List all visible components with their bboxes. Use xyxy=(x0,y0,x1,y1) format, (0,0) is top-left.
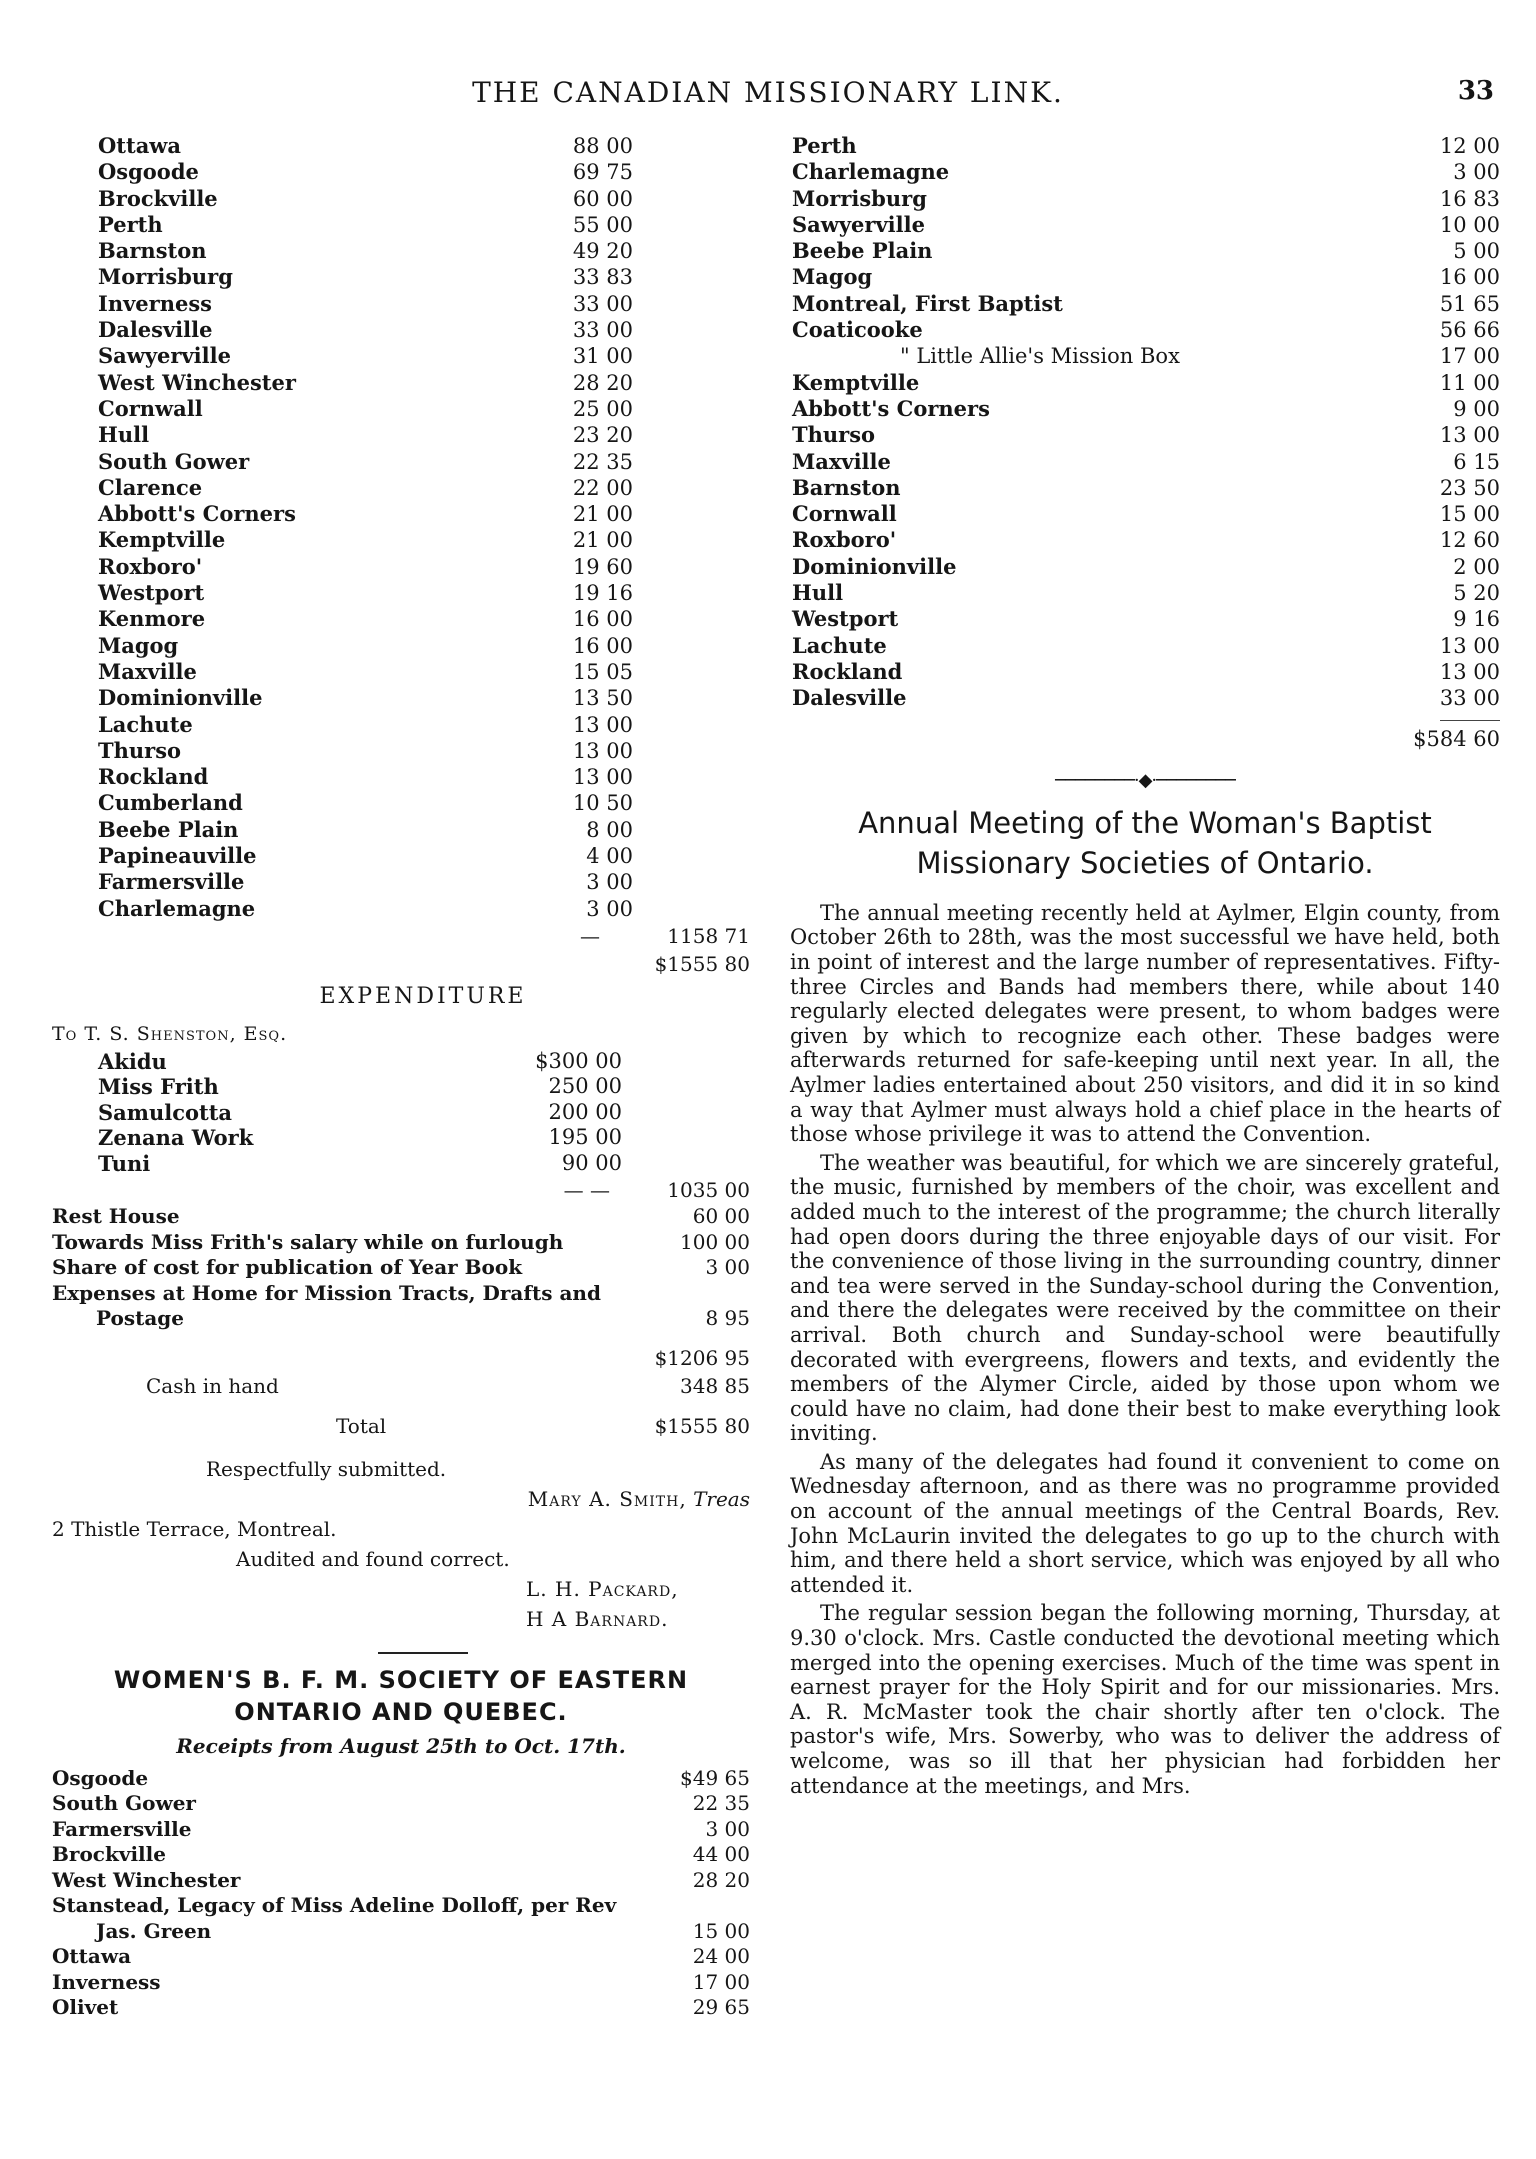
right-receipt-name: Perth xyxy=(792,133,857,158)
right-receipt-amount: 13 00 xyxy=(1439,633,1500,658)
section-receipt-name: Stanstead, Legacy of Miss Adeline Dolloff, per Rev xyxy=(52,1893,617,1918)
other-expense-amount: 8 95 xyxy=(705,1306,750,1331)
article-paragraph: As many of the delegates had found it convenient to come on Wednesday afternoon, and as there was no programme provided on account of the annual meetings of the Central Boards, Rev. John McLaurin invited the delegates to go up to the church with him, and there held a short service, which was enjoyed by all who attended it. xyxy=(790,1449,1500,1597)
receipt-name: South Gower xyxy=(98,448,250,474)
other-expense-row xyxy=(52,1306,750,1332)
article-paragraph: The regular session began the following morning, Thursday, at 9.30 o'clock. Mrs. Castle conducted the devotional meeting which merged into the opening exercises. Much of the time was spent in earnest prayer for the Holy Spirit and for our missionaries. Mrs. A. R. McMaster took the chair shortly after ten o'clock. The pastor's wife, Mrs. Sowerby, who was to deliver the address of welcome, was so ill that her physician had forbidden her attendance at the meetings, and Mrs. xyxy=(790,1601,1500,1798)
expenditure-amount: 90 00 xyxy=(561,1150,622,1175)
receipt-name: Maxville xyxy=(98,658,197,684)
section-receipt-amount: 17 00 xyxy=(692,1969,750,1994)
receipt-name: Lachute xyxy=(98,711,193,737)
section-receipt-amount: 29 65 xyxy=(692,1995,750,2020)
section-receipt-row xyxy=(52,1970,750,1996)
receipt-name: Cornwall xyxy=(98,395,203,421)
receipt-amount: 13 00 xyxy=(572,738,633,763)
section-receipt-row xyxy=(52,1766,750,1792)
expenditure-name: Tuni xyxy=(98,1150,151,1176)
treasurer-title: Treas xyxy=(693,1486,750,1511)
receipt-amount: 3 00 xyxy=(586,870,633,895)
other-expense-row xyxy=(52,1255,750,1281)
right-receipt-name: Coaticooke xyxy=(792,317,923,343)
receipt-row xyxy=(96,422,750,448)
right-receipt-row xyxy=(790,264,1500,290)
receipt-row xyxy=(96,133,750,159)
right-receipt-row xyxy=(790,186,1500,212)
receipt-name: Roxboro' xyxy=(98,553,203,579)
receipt-name: West Winchester xyxy=(98,369,296,395)
other-expenses-list xyxy=(52,1204,750,1332)
receipt-row xyxy=(96,343,750,369)
receipt-row xyxy=(96,738,750,764)
right-receipt-name: Charlemagne xyxy=(792,159,950,185)
right-receipt-amount: 2 00 xyxy=(1453,554,1500,579)
section-receipt-name: Inverness xyxy=(52,1969,161,1994)
right-receipt-amount: 13 00 xyxy=(1439,423,1500,448)
expenditure-amount: 200 00 xyxy=(548,1099,622,1124)
section-receipt-amount: 28 20 xyxy=(692,1867,750,1892)
receipt-row xyxy=(96,712,750,738)
cash-amount: 348 85 xyxy=(680,1373,750,1398)
receipt-name: Beebe Plain xyxy=(98,816,239,842)
right-receipt-amount: 16 00 xyxy=(1439,265,1500,290)
receipt-row xyxy=(96,843,750,869)
right-receipt-amount: 3 00 xyxy=(1453,160,1500,185)
right-receipt-amount: 9 00 xyxy=(1453,396,1500,421)
receipt-name: Brockville xyxy=(98,185,218,211)
section-receipt-amount: 15 00 xyxy=(692,1918,750,1943)
receipt-name: Hull xyxy=(98,422,150,448)
receipt-amount: 19 16 xyxy=(572,581,633,606)
section-title-line-1: WOMEN'S B. F. M. SOCIETY OF EASTERN xyxy=(113,1665,689,1694)
expenditure-list xyxy=(96,1049,750,1177)
receipt-name: Morrisburg xyxy=(98,264,233,290)
receipt-row xyxy=(96,159,750,185)
grand-total: $1555 80 xyxy=(654,1413,750,1438)
expenditure-amount: 195 00 xyxy=(548,1125,622,1150)
section-receipt-name: South Gower xyxy=(52,1791,196,1816)
right-receipt-row xyxy=(790,685,1500,711)
receipt-row xyxy=(96,817,750,843)
receipt-amount: 16 00 xyxy=(572,607,633,632)
right-receipts-list xyxy=(790,133,1500,712)
section-subtitle: Receipts from August 25th to Oct. 17th. xyxy=(176,1733,626,1758)
expenditure-row xyxy=(96,1151,750,1177)
receipt-amount: 4 00 xyxy=(586,844,633,869)
right-total-row xyxy=(790,726,1500,752)
auditor-1: L. H. Packard, xyxy=(526,1576,679,1601)
section-receipt-row xyxy=(52,1893,750,1919)
section-receipt-amount: 3 00 xyxy=(705,1816,750,1841)
receipt-name: Barnston xyxy=(98,238,207,264)
right-receipt-name: Cornwall xyxy=(792,501,897,527)
section-receipt-row xyxy=(52,1842,750,1868)
cash-row xyxy=(96,1372,750,1400)
receipt-name: Sawyerville xyxy=(98,343,231,369)
payee-line: To T. S. Shenston, Esq. xyxy=(52,1022,288,1045)
receipt-amount: 33 83 xyxy=(572,265,633,290)
section-receipt-name: Jas. Green xyxy=(96,1918,212,1943)
receipt-name: Farmersville xyxy=(98,869,245,895)
section-receipt-row xyxy=(52,1791,750,1817)
receipt-name: Magog xyxy=(98,632,179,658)
right-receipt-name: Montreal, First Baptist xyxy=(792,290,1063,316)
right-receipt-name: Thurso xyxy=(792,422,876,448)
receipt-name: Dalesville xyxy=(98,317,213,343)
receipt-amount: 10 50 xyxy=(572,791,633,816)
treasurer-name: Mary A. Smith, xyxy=(527,1486,687,1511)
receipt-amount: 21 00 xyxy=(572,528,633,553)
right-receipt-row xyxy=(790,659,1500,685)
section-receipt-amount: $49 65 xyxy=(680,1765,750,1790)
receipt-amount: 13 00 xyxy=(572,712,633,737)
right-receipt-row xyxy=(790,475,1500,501)
right-column xyxy=(790,133,1500,1798)
right-receipt-name: Beebe Plain xyxy=(792,238,933,264)
receipts-subtotal: 1158 71 xyxy=(667,923,750,948)
receipt-row xyxy=(96,633,750,659)
other-expense-name: Towards Miss Frith's salary while on furlough xyxy=(52,1229,564,1254)
section-receipt-row xyxy=(52,1944,750,1970)
right-receipt-row xyxy=(790,370,1500,396)
right-receipt-amount: 5 00 xyxy=(1453,239,1500,264)
section-receipt-row xyxy=(52,1919,750,1945)
right-receipt-name: " Little Allie's Mission Box xyxy=(900,344,1180,369)
article-paragraph: The weather was beautiful, for which we are sincerely grateful, the music, furnished by members of the choir, was excellent and added much to the interest of the programme; the church literally had open doors during the three enjoyable days of our visit. For the convenience of those living in the surrounding country, dinner and tea were served in the Sunday-school during the Convention, and there the delegates were received by the committee on their arrival. Both church and Sunday-school were beautifully decorated with evergreens, flowers and texts, and evidently the members of the Alymer Circle, aided by those upon whom we could have no claim, had done their best to make everything look inviting. xyxy=(790,1150,1500,1446)
receipt-amount: 31 00 xyxy=(572,344,633,369)
receipt-row xyxy=(96,685,750,711)
receipt-name: Abbott's Corners xyxy=(98,501,296,527)
right-receipt-name: Dominionville xyxy=(792,553,957,579)
receipt-name: Inverness xyxy=(98,290,212,316)
expenditure-subtotal: 1035 00 xyxy=(667,1178,750,1203)
left-column xyxy=(52,133,750,2021)
right-receipt-row xyxy=(790,291,1500,317)
expenditure-row xyxy=(96,1125,750,1151)
section-receipt-name: West Winchester xyxy=(52,1867,241,1892)
receipt-row xyxy=(96,501,750,527)
receipt-name: Ottawa xyxy=(98,133,181,158)
right-receipt-amount: 51 65 xyxy=(1439,291,1500,316)
receipt-row xyxy=(96,370,750,396)
receipts-total: $1555 80 xyxy=(654,951,750,976)
receipt-row xyxy=(96,659,750,685)
receipt-amount: 22 00 xyxy=(572,475,633,500)
expenditure-heading: EXPENDITURE xyxy=(319,983,527,1009)
right-receipt-amount: 11 00 xyxy=(1439,370,1500,395)
receipts-list xyxy=(96,133,750,922)
right-receipt-name: Barnston xyxy=(792,474,901,500)
receipt-row xyxy=(96,264,750,290)
receipt-amount: 3 00 xyxy=(586,896,633,921)
other-expense-amount: 60 00 xyxy=(692,1204,750,1229)
receipt-row xyxy=(96,475,750,501)
section-receipt-name: Farmersville xyxy=(52,1816,192,1841)
section-receipt-row xyxy=(52,1995,750,2021)
receipt-name: Osgoode xyxy=(98,159,199,185)
other-expense-row xyxy=(52,1281,750,1307)
expenditure-subtotal-row: — — 1035 00 xyxy=(563,1178,750,1203)
right-receipt-amount: 5 20 xyxy=(1453,581,1500,606)
page-header xyxy=(0,76,1536,116)
receipt-name: Kemptville xyxy=(98,527,226,553)
right-receipt-amount: 10 00 xyxy=(1439,212,1500,237)
receipt-amount: 23 20 xyxy=(572,423,633,448)
section-title-line-2: ONTARIO AND QUEBEC. xyxy=(234,1697,568,1726)
receipt-amount: 28 20 xyxy=(572,370,633,395)
right-receipts-total: $584 60 xyxy=(1413,726,1500,751)
right-receipt-name: Hull xyxy=(792,580,844,606)
expenditure-amount: $300 00 xyxy=(535,1048,622,1073)
receipt-amount: 13 00 xyxy=(572,765,633,790)
right-receipt-row xyxy=(790,396,1500,422)
right-receipt-amount: 6 15 xyxy=(1453,449,1500,474)
expenditure-name: Miss Frith xyxy=(98,1074,219,1100)
right-receipt-amount: 33 00 xyxy=(1439,686,1500,711)
receipt-name: Cumberland xyxy=(98,790,243,816)
article-paragraph: The annual meeting recently held at Aylmer, Elgin county, from October 26th to 28th, was the most successful we have held, both in point of interest and the large number of representatives. Fifty-three Circles and Bands had members there, while about 140 regularly elected delegates were present, to whom badges were given by which to recognize each other. These badges were afterwards returned for safe-keeping until next year. In all, the Aylmer ladies entertained about 250 visitors, and did it in so kind a way that Aylmer must always hold a chief place in the hearts of those whose privilege it was to attend the Convention. xyxy=(790,900,1500,1147)
right-receipt-amount: 56 66 xyxy=(1439,318,1500,343)
receipt-amount: 60 00 xyxy=(572,186,633,211)
right-receipt-name: Roxboro' xyxy=(792,527,897,553)
receipt-name: Kenmore xyxy=(98,606,206,632)
submitted-line: Respectfully submitted. xyxy=(206,1456,447,1481)
section-receipt-name: Ottawa xyxy=(52,1944,132,1969)
receipt-amount: 33 00 xyxy=(572,318,633,343)
receipt-row xyxy=(96,449,750,475)
expenditure-row xyxy=(96,1049,750,1075)
receipt-amount: 55 00 xyxy=(572,212,633,237)
audited-line: Audited and found correct. xyxy=(236,1546,510,1571)
receipt-amount: 21 00 xyxy=(572,502,633,527)
section-receipt-amount: 22 35 xyxy=(692,1791,750,1816)
section-receipt-amount: 24 00 xyxy=(692,1944,750,1969)
receipt-row xyxy=(96,554,750,580)
other-expense-name: Expenses at Home for Mission Tracts, Drafts and xyxy=(52,1280,601,1305)
receipts-total-row xyxy=(96,950,750,978)
receipt-name: Westport xyxy=(98,580,205,606)
receipt-name: Charlemagne xyxy=(98,895,256,921)
receipt-row xyxy=(96,764,750,790)
section-receipt-name: Osgoode xyxy=(52,1765,149,1790)
receipt-amount: 88 00 xyxy=(572,134,633,158)
expenditure-name: Samulcotta xyxy=(98,1099,233,1125)
section-receipt-row xyxy=(52,1868,750,1894)
right-receipt-row xyxy=(790,554,1500,580)
right-receipt-row xyxy=(790,422,1500,448)
section-receipt-name: Brockville xyxy=(52,1842,166,1867)
right-receipt-name: Sawyerville xyxy=(792,211,925,237)
expenditure-name: Zenana Work xyxy=(98,1125,254,1151)
spent-total: $1206 95 xyxy=(654,1345,750,1370)
right-receipt-row xyxy=(790,238,1500,264)
cash-label: Cash in hand xyxy=(146,1373,279,1398)
right-receipt-row xyxy=(790,527,1500,553)
receipt-row xyxy=(96,317,750,343)
right-receipt-name: Abbott's Corners xyxy=(792,395,990,421)
receipt-row xyxy=(96,790,750,816)
receipt-name: Clarence xyxy=(98,474,203,500)
receipt-name: Thurso xyxy=(98,737,182,763)
receipt-amount: 19 60 xyxy=(572,554,633,579)
receipt-amount: 15 05 xyxy=(572,659,633,684)
receipt-row xyxy=(96,291,750,317)
article-title-line-2: Missionary Societies of Ontario. xyxy=(916,845,1374,880)
receipt-amount: 69 75 xyxy=(572,160,633,185)
right-receipt-name: Dalesville xyxy=(792,685,907,711)
other-expense-amount: 100 00 xyxy=(680,1229,750,1254)
right-receipt-row xyxy=(790,633,1500,659)
journal-title: THE CANADIAN MISSIONARY LINK. xyxy=(472,76,1064,109)
receipts-subtotal-row: — 1158 71 xyxy=(580,923,750,948)
article-title xyxy=(790,803,1500,883)
receipt-row xyxy=(96,527,750,553)
right-receipt-amount: 13 00 xyxy=(1439,659,1500,684)
auditor-2: H A Barnard. xyxy=(526,1606,669,1631)
ornament-divider: ────────·◆·──────── xyxy=(1055,769,1235,791)
expenditure-amount: 250 00 xyxy=(548,1074,622,1099)
expenditure-row xyxy=(96,1100,750,1126)
right-receipt-row xyxy=(790,501,1500,527)
receipt-row xyxy=(96,186,750,212)
treasurer-signature xyxy=(96,1484,750,1514)
spent-total-row xyxy=(96,1344,750,1372)
right-receipt-row xyxy=(790,133,1500,159)
receipt-row xyxy=(96,212,750,238)
other-expense-name: Rest House xyxy=(52,1204,180,1229)
right-receipt-row xyxy=(790,317,1500,343)
page-number: 33 xyxy=(1457,76,1494,106)
other-expense-name: Postage xyxy=(96,1306,185,1331)
other-expense-amount: 3 00 xyxy=(705,1255,750,1280)
right-receipt-amount: 15 00 xyxy=(1439,502,1500,527)
receipt-amount: 33 00 xyxy=(572,291,633,316)
right-receipt-row xyxy=(790,343,1500,369)
right-receipt-name: Morrisburg xyxy=(792,185,927,211)
article-body xyxy=(790,901,1500,1798)
section-receipt-name: Olivet xyxy=(52,1995,119,2020)
receipt-row xyxy=(96,238,750,264)
receipt-amount: 25 00 xyxy=(572,396,633,421)
receipt-row xyxy=(96,869,750,895)
right-receipt-name: Maxville xyxy=(792,448,891,474)
grand-total-row xyxy=(96,1412,750,1440)
right-receipt-amount: 12 60 xyxy=(1439,528,1500,553)
receipt-amount: 22 35 xyxy=(572,449,633,474)
receipt-name: Perth xyxy=(98,211,163,237)
other-expense-row xyxy=(52,1230,750,1256)
receipt-row xyxy=(96,896,750,922)
article-title-line-1: Annual Meeting of the Woman's Baptist xyxy=(858,805,1432,840)
right-receipt-name: Kemptville xyxy=(792,369,920,395)
receipt-amount: 16 00 xyxy=(572,633,633,658)
section-receipt-row xyxy=(52,1817,750,1843)
receipt-name: Papineauville xyxy=(98,843,257,869)
receipt-amount: 49 20 xyxy=(572,239,633,264)
right-receipt-name: Westport xyxy=(792,606,899,632)
address-line: 2 Thistle Terrace, Montreal. xyxy=(52,1516,337,1541)
right-receipt-row xyxy=(790,449,1500,475)
total-label: Total xyxy=(336,1413,387,1438)
receipt-amount: 8 00 xyxy=(586,817,633,842)
right-receipt-amount: 12 00 xyxy=(1439,134,1500,158)
right-receipt-amount: 17 00 xyxy=(1439,344,1500,369)
right-receipt-row xyxy=(790,580,1500,606)
right-receipt-amount: 23 50 xyxy=(1439,475,1500,500)
section-receipts-list xyxy=(52,1766,750,2021)
right-receipt-name: Lachute xyxy=(792,632,887,658)
other-expense-name: Share of cost for publication of Year Book xyxy=(52,1255,523,1280)
receipt-row xyxy=(96,580,750,606)
other-expense-row xyxy=(52,1204,750,1230)
right-receipt-row xyxy=(790,212,1500,238)
receipt-amount: 13 50 xyxy=(572,686,633,711)
section-receipt-amount: 44 00 xyxy=(692,1842,750,1867)
receipt-name: Rockland xyxy=(98,764,209,790)
section-divider xyxy=(378,1652,468,1654)
right-receipt-row xyxy=(790,606,1500,632)
expenditure-row xyxy=(96,1074,750,1100)
right-receipt-amount: 9 16 xyxy=(1453,607,1500,632)
right-receipt-name: Rockland xyxy=(792,658,903,684)
receipt-row xyxy=(96,396,750,422)
expenditure-name: Akidu xyxy=(98,1048,167,1074)
right-receipt-row xyxy=(790,159,1500,185)
receipt-row xyxy=(96,606,750,632)
right-receipt-amount: 16 83 xyxy=(1439,186,1500,211)
receipt-name: Dominionville xyxy=(98,685,263,711)
right-receipt-name: Magog xyxy=(792,264,873,290)
